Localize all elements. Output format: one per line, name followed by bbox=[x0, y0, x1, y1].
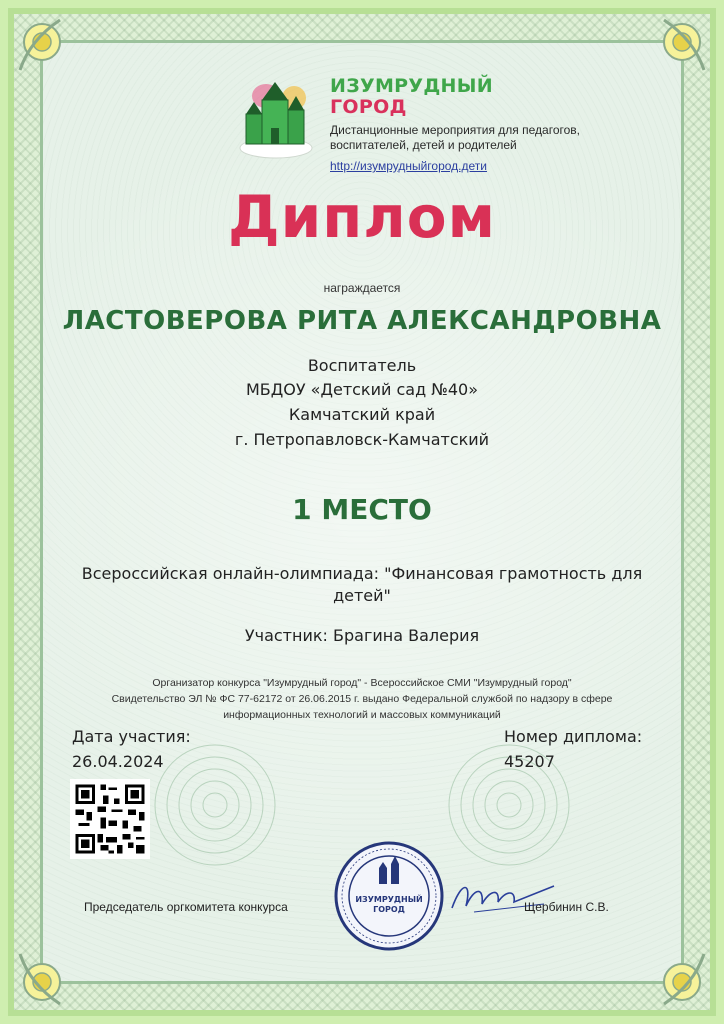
brand-name bbox=[330, 76, 493, 118]
place-award: 1 МЕСТО bbox=[292, 493, 432, 526]
recipient-name: ЛАСТОВЕРОВА РИТА АЛЕКСАНДРОВНА bbox=[62, 306, 662, 336]
recipient-city: г. Петропавловск-Камчатский bbox=[234, 430, 490, 449]
date-label: Дата участия: bbox=[72, 727, 191, 746]
signature-icon bbox=[444, 872, 564, 922]
diploma-number-value: 45207 bbox=[504, 752, 555, 771]
organizer-legal-text bbox=[60, 675, 664, 723]
recipient-region: Камчатский край bbox=[288, 405, 436, 424]
brand-name-line2: ГОРОД bbox=[330, 96, 407, 118]
diploma-number-label: Номер диплома: bbox=[504, 727, 643, 746]
participant-name: Участник: Брагина Валерия bbox=[244, 626, 480, 645]
corner-ornament-icon bbox=[10, 10, 80, 80]
recipient-organization: МБДОУ «Детский сад №40» bbox=[245, 380, 479, 399]
brand-name-line1: ИЗУМРУДНЫЙ bbox=[330, 75, 493, 97]
qr-code-icon[interactable] bbox=[70, 779, 150, 859]
corner-ornament-icon bbox=[10, 944, 80, 1014]
chairman-label: Председатель оргкомитета конкурса bbox=[84, 900, 288, 914]
legal-line: Организатор конкурса "Изумрудный город" - Всероссийское СМИ "Изумрудный город" bbox=[152, 677, 572, 689]
diploma-title: Диплом bbox=[227, 183, 497, 251]
event-name: Всероссийская онлайн-олимпиада: "Финансовая грамотность для детей" bbox=[81, 564, 643, 605]
castle-logo-icon bbox=[236, 76, 316, 160]
official-seal-icon bbox=[333, 840, 445, 952]
corner-ornament-icon bbox=[644, 944, 714, 1014]
legal-line: Свидетельство ЭЛ № ФС 77-62172 от 26.06.2015 г. выдано Федеральной службой по надзору в сфере bbox=[111, 693, 613, 705]
recipient-position: Воспитатель bbox=[307, 356, 417, 375]
svg-text:ГОРОД: ГОРОД bbox=[373, 905, 405, 914]
brand-description: Дистанционные мероприятия для педагогов, воспитателей, детей и родителей bbox=[330, 123, 581, 152]
brand-website-link[interactable]: http://изумрудныйгород.дети bbox=[330, 159, 487, 173]
awarded-label: награждается bbox=[323, 281, 401, 295]
corner-ornament-icon bbox=[644, 10, 714, 80]
svg-text:ИЗУМРУДНЫЙ: ИЗУМРУДНЫЙ bbox=[355, 895, 423, 904]
legal-line: информационных технологий и массовых коммуникаций bbox=[223, 709, 501, 721]
date-value: 26.04.2024 bbox=[72, 752, 164, 771]
signer-name: Щербинин С.В. bbox=[524, 900, 609, 914]
